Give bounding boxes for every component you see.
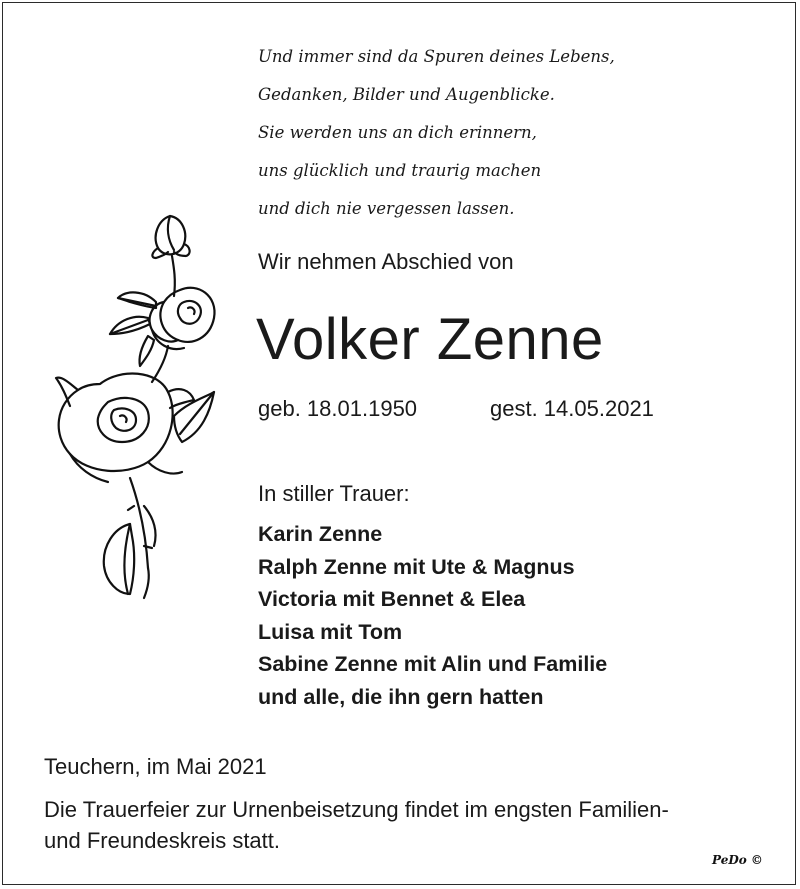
- mourner: und alle, die ihn gern hatten: [258, 684, 544, 709]
- poem-line: Sie werden uns an dich erinnern,: [258, 123, 537, 142]
- mourner: Victoria mit Bennet & Elea: [258, 587, 526, 611]
- designer-signature: PeDo ©: [712, 853, 763, 867]
- mourner: Ralph Zenne mit Ute & Magnus: [258, 554, 575, 579]
- mourner: Sabine Zenne mit Alin und Familie: [258, 652, 608, 676]
- death-date: gest. 14.05.2021: [490, 396, 654, 421]
- deceased-name: Volker Zenne: [256, 307, 604, 372]
- poem-line: Gedanken, Bilder und Augenblicke.: [258, 85, 555, 104]
- birth-date: geb. 18.01.1950: [258, 396, 418, 421]
- poem-line: uns glücklich und traurig machen: [258, 161, 542, 180]
- farewell-text: Wir nehmen Abschied von: [258, 249, 514, 274]
- rose-illustration-icon: [48, 206, 218, 606]
- poem-line: Und immer sind da Spuren deines Lebens,: [258, 47, 615, 66]
- mourner: Luisa mit Tom: [258, 619, 403, 644]
- mourning-intro: In stiller Trauer:: [258, 481, 410, 506]
- poem: [258, 38, 758, 228]
- notice-line: und Freundeskreis statt.: [44, 828, 281, 853]
- poem-line: und dich nie vergessen lassen.: [258, 199, 515, 218]
- mourners-list: [258, 518, 607, 713]
- place-date: Teuchern, im Mai 2021: [44, 754, 267, 779]
- mourner: Karin Zenne: [258, 522, 383, 546]
- funeral-notice: [44, 794, 774, 856]
- notice-line: Die Trauerfeier zur Urnenbeisetzung findet im engsten Familien-: [44, 797, 669, 822]
